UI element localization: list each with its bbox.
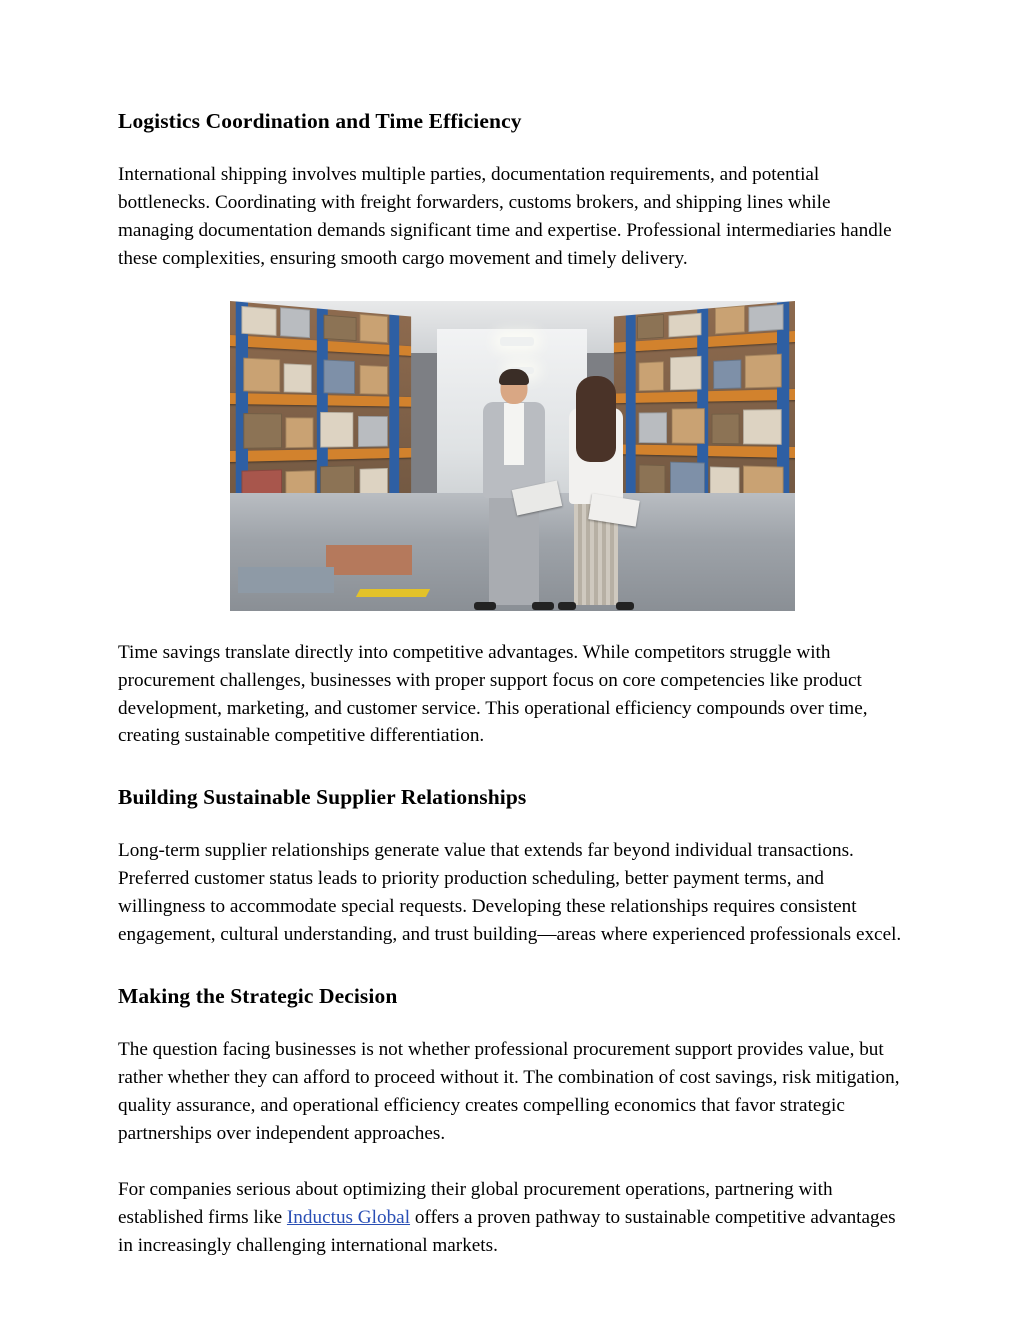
section-heading-strategic-decision: Making the Strategic Decision <box>118 984 398 1008</box>
pallet-stack <box>326 545 412 575</box>
spacer <box>118 135 906 161</box>
closing-text-before-link: For companies serious about optimizing their global procurement operations, partnering with established firms like <box>118 1178 833 1228</box>
section-heading-supplier-relationships: Building Sustainable Supplier Relationships <box>118 785 527 810</box>
paragraph-time-savings: Time savings translate directly into competitive advantages. While competitors struggle with procurement challenges, businesses with proper support focus on core competencies like product development, marketing, and customer service. This operational efficiency compounds over time, creating sustainable competitive differentiation. <box>118 641 868 747</box>
inductus-global-link[interactable]: Inductus Global <box>286 1206 411 1228</box>
ceiling-lamp-icon <box>500 337 534 346</box>
person-woman <box>550 379 642 605</box>
closing-text-after-link: offers a proven pathway to sustainable competitive advantages in increasingly challenging international markets. <box>118 1206 896 1256</box>
document-content <box>118 108 906 1259</box>
spacer <box>118 949 906 983</box>
spacer <box>118 811 906 837</box>
spacer <box>118 1148 906 1176</box>
warehouse-photo <box>230 301 795 611</box>
paragraph-closing <box>118 1176 906 1260</box>
person-man <box>468 373 560 605</box>
floor-marking <box>355 589 429 597</box>
spacer <box>118 750 906 784</box>
paragraph-supplier-relationships: Long-term supplier relationships generate value that extends far beyond individual transactions. Preferred customer status leads to priority production scheduling, better payment terms, and willingness to accommodate special requests. Developing these relationships requires consistent engagement, cultural understanding, and trust building—areas where experienced professionals excel. <box>118 840 902 946</box>
pallet-stack <box>238 567 334 593</box>
paragraph-strategic-decision: The question facing businesses is not whether professional procurement support provides value, but rather whether they can afford to proceed without it. The combination of cost savings, risk mitigation, quality assurance, and operational efficiency creates compelling economics that favor strategic partnerships over independent approaches. <box>118 1038 900 1144</box>
spacer <box>118 1010 906 1036</box>
figure-warehouse <box>118 301 906 611</box>
paragraph-logistics-intro: International shipping involves multiple parties, documentation requirements, and potential bottlenecks. Coordinating with freight forwarders, customs brokers, and shipping lines while managing documentation demands significant time and expertise. Professional intermediaries handle these complexities, ensuring smooth cargo movement and timely delivery. <box>118 163 892 269</box>
section-heading-logistics: Logistics Coordination and Time Efficiency <box>118 109 522 133</box>
spacer <box>118 611 906 639</box>
